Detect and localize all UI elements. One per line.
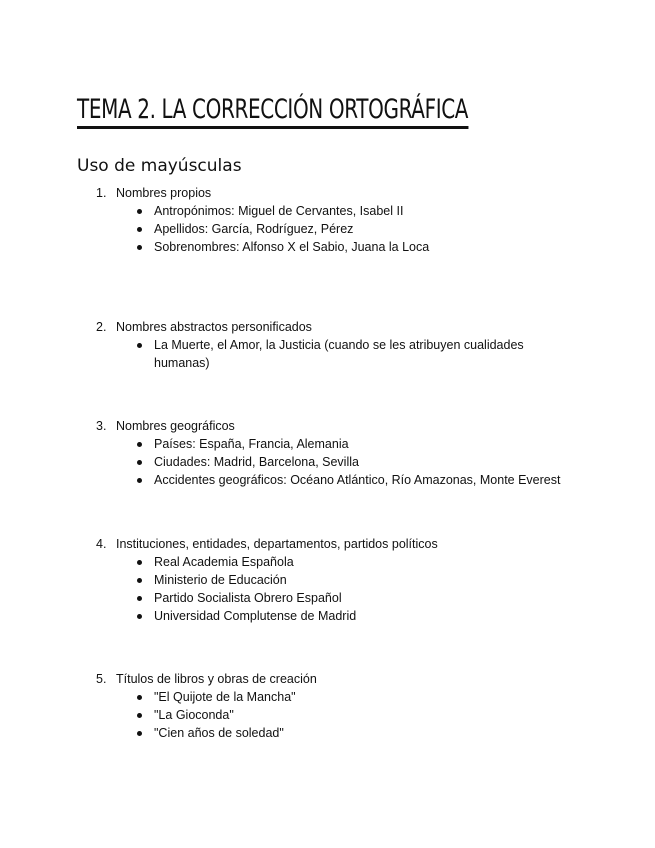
list-number: 4.	[96, 537, 107, 551]
list-item-heading	[96, 417, 574, 435]
list-item-heading	[96, 318, 574, 336]
section-heading: Uso de mayúsculas	[77, 156, 242, 176]
bullet-icon	[137, 227, 142, 232]
list-item-heading	[96, 184, 574, 202]
list-item-1	[96, 184, 574, 256]
bullet-icon	[137, 209, 142, 214]
sub-list-item: Partido Socialista Obrero Español	[96, 589, 574, 607]
list-number: 3.	[96, 419, 107, 433]
list-item-5	[96, 670, 574, 742]
list-number: 2.	[96, 320, 107, 334]
bullet-icon	[137, 578, 142, 583]
bullet-icon	[137, 478, 142, 483]
bullet-icon	[137, 614, 142, 619]
sub-list-item: Accidentes geográficos: Océano Atlántico, Río Amazonas, Monte Everest	[96, 471, 574, 489]
list-item-3	[96, 417, 574, 489]
bullet-icon	[137, 560, 142, 565]
bullet-icon	[137, 245, 142, 250]
list-item-heading	[96, 670, 574, 688]
sub-list-item: Real Academia Española	[96, 553, 574, 571]
list-item-label: Nombres geográficos	[116, 419, 235, 433]
page-title: TEMA 2. LA CORRECCIÓN ORTOGRÁFICA	[77, 96, 468, 129]
sub-list	[96, 202, 574, 256]
sub-list-item: Antropónimos: Miguel de Cervantes, Isabel II	[96, 202, 574, 220]
bullet-icon	[137, 460, 142, 465]
list-number: 5.	[96, 672, 107, 686]
sub-list-item: Ciudades: Madrid, Barcelona, Sevilla	[96, 453, 574, 471]
list-item-label: Nombres abstractos personificados	[116, 320, 312, 334]
list-item-label: Instituciones, entidades, departamentos, partidos políticos	[116, 537, 438, 551]
list-item-heading	[96, 535, 574, 553]
sub-list-item: "Cien años de soledad"	[96, 724, 574, 742]
sub-list-item: Universidad Complutense de Madrid	[96, 607, 574, 625]
sub-list-item: "El Quijote de la Mancha"	[96, 688, 574, 706]
list-number: 1.	[96, 186, 107, 200]
list-item-4	[96, 535, 574, 625]
list-item-label: Nombres propios	[116, 186, 212, 200]
sub-list-item: "La Gioconda"	[96, 706, 574, 724]
sub-list	[96, 336, 574, 372]
sub-list	[96, 553, 574, 625]
bullet-icon	[137, 713, 142, 718]
sub-list-item: Ministerio de Educación	[96, 571, 574, 589]
sub-list-item: Países: España, Francia, Alemania	[96, 435, 574, 453]
sub-list-item: Apellidos: García, Rodríguez, Pérez	[96, 220, 574, 238]
bullet-icon	[137, 442, 142, 447]
list-item-label: Títulos de libros y obras de creación	[116, 672, 317, 686]
sub-list	[96, 435, 574, 489]
bullet-icon	[137, 343, 142, 348]
bullet-icon	[137, 596, 142, 601]
list-item-2	[96, 318, 574, 372]
bullet-icon	[137, 731, 142, 736]
sub-list-item: La Muerte, el Amor, la Justicia (cuando se les atribuyen cualidades humanas)	[96, 336, 574, 372]
sub-list-item: Sobrenombres: Alfonso X el Sabio, Juana la Loca	[96, 238, 574, 256]
bullet-icon	[137, 695, 142, 700]
sub-list	[96, 688, 574, 742]
